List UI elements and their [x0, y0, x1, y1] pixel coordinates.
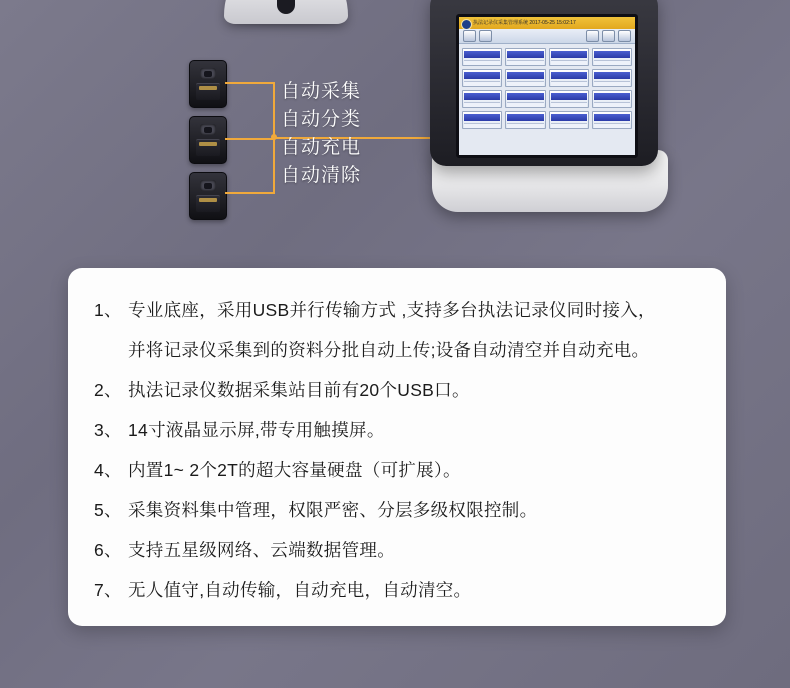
station-screen: [456, 14, 638, 158]
camera-lens-icon: [200, 68, 216, 79]
list-item-number: 1、: [94, 300, 122, 320]
list-item-text: [128, 290, 700, 370]
feature-label-group-2: [281, 134, 361, 190]
list-item: [94, 370, 700, 410]
top-device: [224, 0, 348, 24]
grid-cell[interactable]: [462, 69, 502, 87]
toolbar-button-refresh[interactable]: [602, 30, 615, 42]
toolbar-button-help[interactable]: [618, 30, 631, 42]
screen-title: 执法记录仪采集管理系统 2017-05-25 15:02:17: [459, 17, 635, 29]
list-item-number: 4、: [94, 460, 122, 480]
product-illustration: [0, 0, 790, 255]
list-item-number: 5、: [94, 500, 122, 520]
list-item-line1: 14寸液晶显示屏,带专用触摸屏。: [128, 420, 385, 440]
feature-label-group-1: [281, 78, 361, 134]
feature-label-2-line2: 自动清除: [281, 165, 362, 186]
list-item: [94, 570, 700, 610]
list-item-text: [128, 570, 700, 610]
connector-line-bottom: [225, 192, 275, 194]
list-item-text: [128, 410, 700, 450]
list-item-number: 3、: [94, 420, 122, 440]
list-item-line2: 并将记录仪采集到的资料分批自动上传;设备自动清空并自动充电。: [128, 340, 650, 360]
connector-line-middle: [225, 138, 275, 140]
list-item-line1: 采集资料集中管理，权限严密、分层多级权限控制。: [128, 500, 538, 520]
list-item-text: [128, 530, 700, 570]
camera-badge: [199, 142, 217, 146]
grid-cell[interactable]: [592, 69, 632, 87]
grid-cell[interactable]: [505, 48, 545, 66]
body-camera-3: [189, 172, 227, 220]
grid-cell[interactable]: [505, 90, 545, 108]
grid-cell[interactable]: [462, 111, 502, 129]
grid-cell[interactable]: [462, 90, 502, 108]
list-item: [94, 290, 700, 370]
connector-dot-branch: [271, 134, 277, 140]
screen-toolbar: [459, 29, 635, 44]
body-camera-2: [189, 116, 227, 164]
grid-cell[interactable]: [462, 48, 502, 66]
screen-device-grid: [459, 44, 635, 158]
camera-badge: [199, 86, 217, 90]
grid-cell[interactable]: [549, 111, 589, 129]
grid-cell[interactable]: [549, 48, 589, 66]
list-item-line1: 内置1~ 2个2T的超大容量硬盘（可扩展）。: [128, 460, 461, 480]
grid-cell[interactable]: [592, 90, 632, 108]
feature-label-1-line1: 自动采集: [281, 81, 362, 102]
camera-lens-icon: [200, 124, 216, 135]
camera-badge: [199, 198, 217, 202]
grid-cell[interactable]: [549, 69, 589, 87]
grid-cell[interactable]: [592, 111, 632, 129]
list-item-number: 7、: [94, 580, 122, 600]
feature-label-2-line1: 自动充电: [281, 137, 362, 158]
toolbar-button-export[interactable]: [479, 30, 492, 42]
list-item-number: 2、: [94, 380, 122, 400]
list-item-text: [128, 490, 700, 530]
list-item-line1: 支持五星级网络、云端数据管理。: [128, 540, 395, 560]
grid-cell[interactable]: [592, 48, 632, 66]
list-item: [94, 490, 700, 530]
list-item-line1: 执法记录仪数据采集站目前有20个USB口。: [128, 380, 470, 400]
camera-lens-icon: [200, 180, 216, 191]
list-item-number: 6、: [94, 540, 122, 560]
list-item-text: [128, 370, 700, 410]
list-item: [94, 530, 700, 570]
list-item: [94, 410, 700, 450]
body-camera-1: [189, 60, 227, 108]
grid-cell[interactable]: [505, 69, 545, 87]
grid-cell[interactable]: [505, 111, 545, 129]
grid-cell[interactable]: [549, 90, 589, 108]
feature-label-1-line2: 自动分类: [281, 109, 362, 130]
feature-list-panel: [68, 268, 726, 626]
list-item-line1: 无人值守,自动传输，自动充电，自动清空。: [128, 580, 472, 600]
list-item-line1: 专业底座，采用USB并行传输方式 ,支持多台执法记录仪同时接入，: [128, 300, 656, 320]
list-item-text: [128, 450, 700, 490]
list-item: [94, 450, 700, 490]
toolbar-button-settings[interactable]: [586, 30, 599, 42]
toolbar-button-query[interactable]: [463, 30, 476, 42]
connector-line-top: [225, 82, 275, 84]
